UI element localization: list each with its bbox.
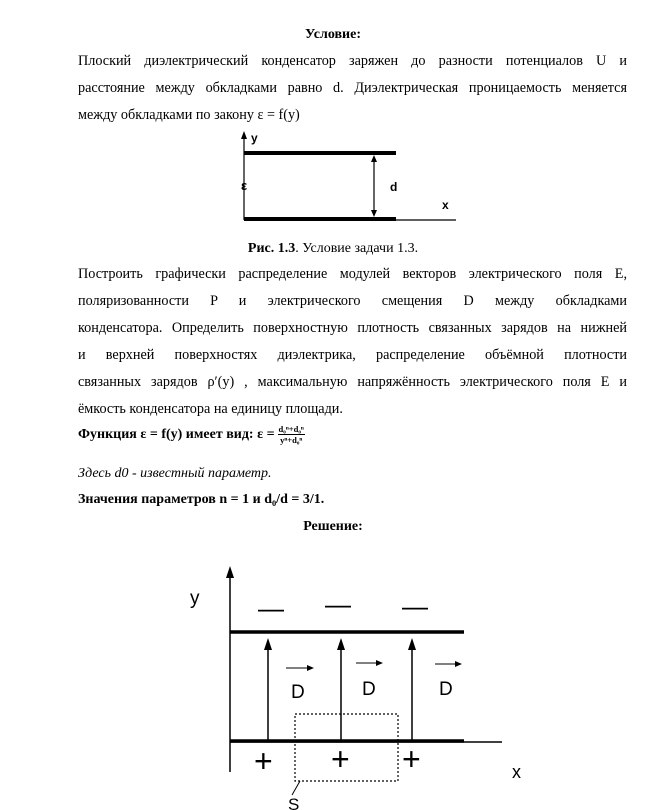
fig2-plus-sign: + bbox=[254, 743, 273, 779]
intro-paragraph bbox=[78, 48, 627, 129]
fig2-d-label: D bbox=[362, 679, 376, 700]
task-line-3: конденсатора. Определить поверхностную плотность связанных зарядов на нижней bbox=[78, 320, 627, 336]
intro-line-2: расстояние между обкладками равно d. Диэлектрическая проницаемость меняется bbox=[78, 80, 627, 96]
intro-line-3: между обкладками по закону ε = f(y) bbox=[78, 107, 300, 123]
parameter-note: Здесь d0 - известный параметр. bbox=[78, 466, 272, 481]
task-line-6: ёмкость конденсатора на единицу площади. bbox=[78, 401, 343, 417]
fig1-d-arrow-up bbox=[371, 155, 377, 162]
fig1-d-arrow-down bbox=[371, 210, 377, 217]
fig2-field-arrowhead bbox=[264, 638, 272, 650]
fig2-d-vector-head bbox=[307, 665, 314, 671]
intro-line-1: Плоский диэлектрический конденсатор заряжен до разности потенциалов U и bbox=[78, 53, 627, 69]
fig1-x-label: x bbox=[442, 198, 449, 212]
task-paragraph bbox=[78, 261, 627, 423]
figure-1-diagram bbox=[230, 128, 460, 228]
fig2-y-label: y bbox=[190, 588, 200, 609]
fig2-minus-sign: — bbox=[325, 589, 351, 619]
fig2-x-label: x bbox=[512, 762, 521, 782]
fig2-d-vector-head bbox=[376, 660, 383, 666]
fig2-field-arrowhead bbox=[408, 638, 416, 650]
fig2-d-label: D bbox=[291, 682, 305, 703]
fraction-denominator: yⁿ+d₀ⁿ bbox=[280, 435, 303, 445]
task-line-5: связанных зарядов ρ′(y) , максимальную напряжённость электрического поля E и bbox=[78, 374, 627, 390]
fig2-s-label: S bbox=[288, 795, 300, 810]
task-line-4: и верхней поверхностях диэлектрика, распределение объёмной плотности bbox=[78, 347, 627, 363]
task-line-2: поляризованности P и электрического смещения D между обкладками bbox=[78, 293, 627, 309]
function-line bbox=[78, 424, 305, 445]
task-line-1: Построить графически распределение модулей векторов электрического поля E, bbox=[78, 266, 627, 282]
fig1-epsilon-label: ε bbox=[241, 178, 248, 193]
figure-2-diagram bbox=[180, 562, 560, 810]
fig2-minus-sign: — bbox=[402, 591, 428, 621]
fig2-minus-sign: — bbox=[258, 593, 284, 623]
fig2-d-vector-head bbox=[455, 661, 462, 667]
fig1-d-label: d bbox=[390, 180, 398, 194]
fig2-s-leader bbox=[292, 781, 300, 795]
fraction-numerator: d₀ⁿ+d₀ⁿ bbox=[278, 424, 304, 434]
fig1-y-label: y bbox=[251, 131, 258, 145]
fig1-y-arrowhead bbox=[241, 131, 247, 139]
fig2-y-arrowhead bbox=[226, 566, 234, 578]
fig2-d-label: D bbox=[439, 679, 453, 700]
caption-text: . Условие задачи 1.3. bbox=[295, 241, 419, 256]
fig2-plus-sign: + bbox=[331, 741, 350, 777]
figure-1-caption bbox=[0, 241, 666, 257]
parameter-values: Значения параметров n = 1 и d₀/d = 3/1. bbox=[78, 492, 325, 507]
caption-prefix: Рис. 1.3 bbox=[247, 241, 296, 256]
solution-heading: Решение: bbox=[303, 519, 363, 534]
function-label: Функция ε = f(y) имеет вид: ε = bbox=[78, 426, 275, 442]
fig2-field-arrowhead bbox=[337, 638, 345, 650]
function-fraction bbox=[278, 424, 305, 445]
condition-heading: Условие: bbox=[305, 27, 361, 42]
fig2-plus-sign: + bbox=[402, 741, 421, 777]
